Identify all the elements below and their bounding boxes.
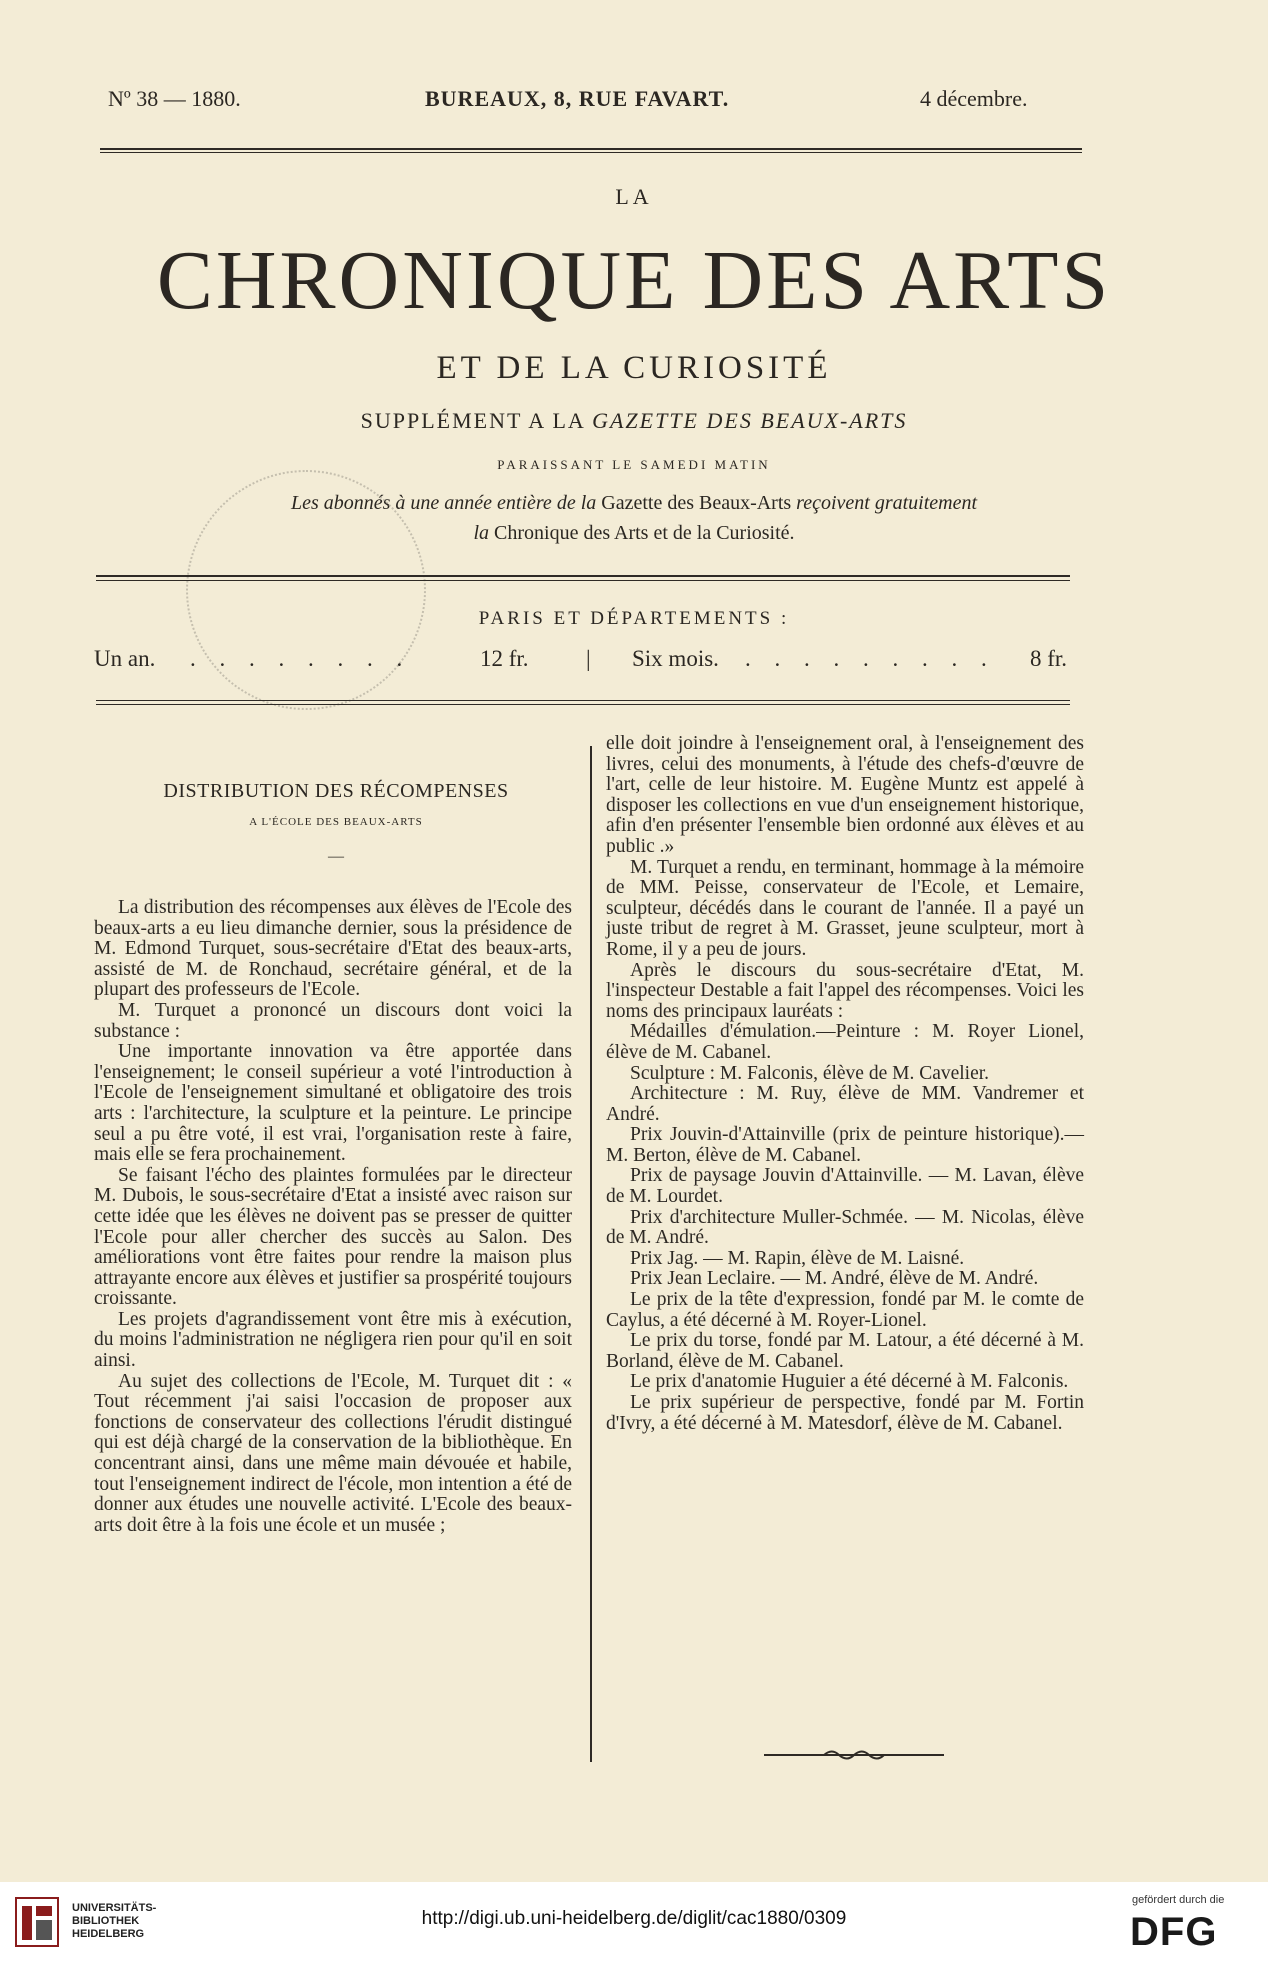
library-line: BIBLIOTHEK [72, 1915, 140, 1927]
left-paragraph: Les projets d'agrandissement vont être mis à exécution, du moins l'administration ne négligera rien pour qu'il en soit ainsi. [94, 1308, 572, 1372]
right-paragraph: Le prix de la tête d'expression, fondé par M. le comte de Caylus, a été décerné à M. Royer-Lionel. [606, 1289, 1084, 1331]
library-line: HEIDELBERG [72, 1928, 145, 1940]
notice-part-d: la [473, 522, 490, 544]
header-rule [100, 148, 1082, 150]
right-paragraph: Prix Jag. — M. Rapin, élève de M. Laisné. [630, 1247, 965, 1269]
left-column [94, 898, 572, 1536]
right-column [606, 734, 1084, 1434]
issue-date: 4 décembre. [920, 86, 1028, 111]
footer-bar [0, 1882, 1268, 1979]
subscription-rule-thin [96, 704, 1070, 705]
subscription-heading: PARIS ET DÉPARTEMENTS : [478, 608, 790, 629]
ornament-divider [764, 1748, 944, 1762]
subscription-separator: | [586, 646, 591, 671]
right-paragraph: Médailles d'émulation.—Peinture : M. Royer Lionel, élève de M. Cabanel. [606, 1021, 1084, 1063]
funded-by-text: gefördert durch die [1132, 1894, 1225, 1906]
left-paragraph: Se faisant l'écho des plaintes formulées par le directeur M. Dubois, le sous-secrétaire d'Etat a insisté avec raison sur cette idée que les élèves ne doivent pas se presser de quitter l'Ecole pour aller chercher des succès au Salon. Des améliorations vont être faites pour rendre la maison plus attrayante encore aux élèves et justifier sa prospérité toujours croissante. [94, 1164, 572, 1310]
right-paragraph: Architecture : M. Ruy, élève de MM. Vandremer et André. [606, 1083, 1084, 1125]
column-divider [590, 746, 592, 1762]
library-line: UNIVERSITÄTS- [72, 1902, 157, 1914]
right-paragraph: Prix de paysage Jouvin d'Attainville. — M. Lavan, élève de M. Lourdet. [606, 1165, 1084, 1208]
masthead-la: LA [615, 184, 653, 209]
issue-number: Nº 38 — 1880. [108, 86, 241, 111]
left-paragraph: Au sujet des collections de l'Ecole, M. Turquet dit : « Tout récemment j'ai saisi l'occasion de proposer aux fonctions de conservateur des collections l'érudit distingué qui est déjà chargé de la conservation de la bibliothèque. En concentrant ainsi, dans une même main dévouée et habile, tout l'enseignement indirect de l'école, mon intention a été de donner aux études une nouvelle activité. L'Ecole des beaux-arts doit être à la fois une école et un musée ; [94, 1370, 572, 1536]
subscription-year-dots: . . . . . . . . [190, 646, 412, 671]
masthead-rule [96, 575, 1070, 577]
header-rule-thin [100, 152, 1082, 153]
right-paragraph: elle doit joindre à l'enseignement oral, à l'enseignement des livres, celui des monuments, à l'étude des chefs-d'œuvre de l'art, celle de leur histoire. M. Eugène Muntz est appelé à disposer les collections en vue d'un enseignement historique, afin d'en présenter l'ensemble bien ordonné aux élèves et au public .» [606, 733, 1084, 857]
left-paragraph: M. Turquet a prononcé un discours dont voici la substance : [94, 999, 572, 1042]
source-url-link[interactable]: http://digi.ub.uni-heidelberg.de/diglit/cac1880/0309 [421, 1908, 847, 1929]
notice-part-e: Chronique des Arts et de la Curiosité. [494, 522, 795, 544]
subscription-half-label: Six mois. [632, 646, 719, 671]
right-paragraph: Prix d'architecture Muller-Schmée. — M. Nicolas, élève de M. André. [606, 1206, 1084, 1249]
notice-part-b: Gazette des Beaux-Arts [601, 492, 792, 514]
notice-part-a: Les abonnés à une année entière de la [290, 492, 597, 514]
right-paragraph: Prix Jouvin-d'Attainville (prix de peinture historique).—M. Berton, élève de M. Cabanel. [606, 1124, 1084, 1166]
masthead-subtitle: ET DE LA CURIOSITÉ [436, 350, 832, 386]
subscription-half-dots: . . . . . . . . . [745, 646, 996, 671]
right-paragraph: Le prix du torse, fondé par M. Latour, a été décerné à M. Borland, élève de M. Cabanel. [606, 1330, 1084, 1372]
bureaux-address: BUREAUX, 8, RUE FAVART. [425, 86, 730, 111]
subscription-year-price: 12 fr. [480, 646, 529, 671]
subscription-year-label: Un an. [94, 646, 156, 671]
right-paragraph: Sculpture : M. Falconis, élève de M. Cavelier. [630, 1062, 990, 1084]
right-paragraph: Le prix supérieur de perspective, fondé par M. Fortin d'Ivry, a été décerné à M. Matesdorf, élève de M. Cabanel. [606, 1392, 1084, 1434]
library-stamp [186, 470, 426, 710]
supplement-gazette: GAZETTE DES BEAUX-ARTS [592, 408, 908, 433]
subscriber-notice [0, 488, 1268, 548]
subscription-half-price: 8 fr. [1030, 646, 1068, 671]
article-subtitle: A L'ÉCOLE DES BEAUX-ARTS [249, 816, 423, 828]
subscription-rule [96, 700, 1070, 701]
left-paragraph: Une importante innovation va être apportée dans l'enseignement; le conseil supérieur a voté l'introduction à l'Ecole de l'enseignement simultané et obligatoire des trois arts : l'architecture, la sculpture et la peinture. Le principe seul a pu être voté, il est vrai, l'organisation reste à faire, mais elle se fera prochainement. [94, 1041, 572, 1166]
left-paragraph: La distribution des récompenses aux élèves de l'Ecole des beaux-arts a eu lieu dimanche dernier, sous la présidence de M. Edmond Turquet, sous-secrétaire d'Etat des beaux-arts, assisté de M. de Ronchaud, secrétaire général, et de la plupart des professeurs de l'Ecole. [94, 897, 572, 1001]
supplement-prefix: SUPPLÉMENT A LA [360, 408, 585, 433]
article-title: DISTRIBUTION DES RÉCOMPENSES [163, 780, 509, 802]
masthead-title: CHRONIQUE DES ARTS [156, 234, 1112, 327]
right-paragraph: Prix Jean Leclaire. — M. André, élève de M. André. [630, 1268, 1039, 1290]
right-paragraph: Le prix d'anatomie Huguier a été décerné à M. Falconis. [630, 1371, 1069, 1393]
notice-part-c: reçoivent gratuitement [796, 492, 978, 514]
right-paragraph: M. Turquet a rendu, en terminant, hommage à la mémoire de MM. Peisse, conservateur de l'Ecole, et Lemaire, sculpteur, décédés dans le courant de l'année. Il a payé un juste tribut de regret à M. Grasset, jeune sculpteur, mort à Rome, il y a peu de jours. [606, 856, 1084, 960]
right-paragraph: Après le discours du sous-secrétaire d'Etat, M. l'inspecteur Destable a fait l'appel des récompenses. Voici les noms des principaux lauréats : [606, 959, 1084, 1022]
masthead-rule-thin [96, 580, 1070, 581]
article-dash: — [328, 848, 344, 865]
supplement-line [0, 408, 1268, 434]
dfg-logo: DFG [1130, 1910, 1218, 1954]
frequency-line: PARAISSANT LE SAMEDI MATIN [497, 457, 771, 472]
